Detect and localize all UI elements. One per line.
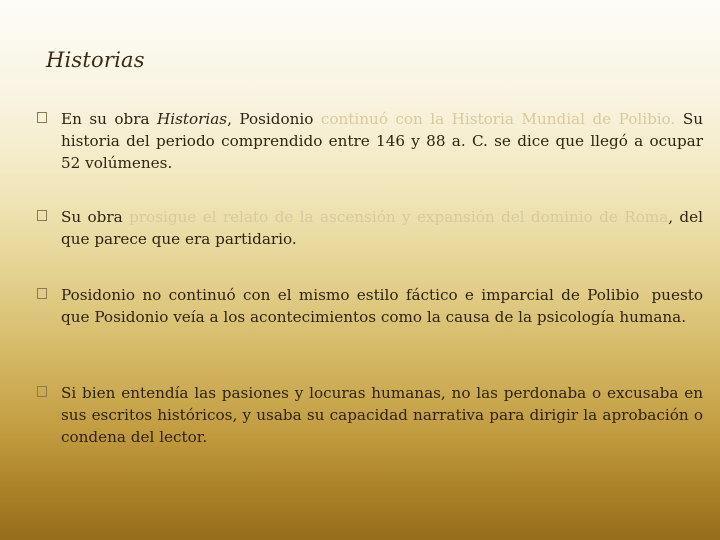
bullet-item-1 (36, 108, 703, 174)
bullet-3-part-2: , (639, 286, 645, 304)
bullet-3-part-1: Posidonio no continuó con el mismo estilo fáctico e imparcial de Polibio (61, 286, 640, 304)
bullet-item-2 (36, 206, 703, 250)
bullet-2-part-2: prosigue el relato de la ascensión y expansión del dominio de Roma (129, 208, 669, 226)
bullet-text-4 (61, 384, 703, 446)
bullet-1-part-2: Historias (156, 110, 228, 128)
bullet-1-part-5 (611, 110, 618, 128)
bullet-item-3 (36, 284, 703, 328)
bullet-text-3 (61, 286, 703, 326)
square-bullet-icon (37, 112, 47, 123)
bullet-4-part-1: Si bien entendía las pasiones y locuras humanas, no las perdonaba o excusaba en sus escritos históricos, y usaba su capacidad narrativa para dirigir la aprobación o condena del lector. (61, 384, 703, 446)
bullet-item-4 (36, 382, 703, 448)
bullet-1-part-4: continuó con la Historia Mundial de (320, 110, 612, 128)
bullet-2-part-1: Su obra (61, 208, 130, 226)
bullet-1-part-3: , Posidonio (227, 110, 321, 128)
bullet-2-part-3: , del que parece que era partidario. (61, 208, 703, 248)
bullet-text-2 (61, 208, 703, 248)
slide-title: Historias (46, 48, 145, 72)
square-bullet-icon (37, 288, 47, 299)
bullet-3-part-3: puesto que Posidonio veía a los acontecimientos como la causa de la psicología humana. (61, 286, 703, 326)
bullet-text-1 (61, 110, 703, 172)
bullet-1-part-7: Su historia del periodo comprendido entre 146 y 88 a. C. se dice que llegó a ocupar 52 volúmenes. (61, 110, 704, 172)
bullet-1-part-1: En su obra (61, 110, 157, 128)
square-bullet-icon (37, 210, 47, 221)
bullet-1-part-6: Polibio. (618, 110, 676, 128)
square-bullet-icon (37, 386, 47, 397)
